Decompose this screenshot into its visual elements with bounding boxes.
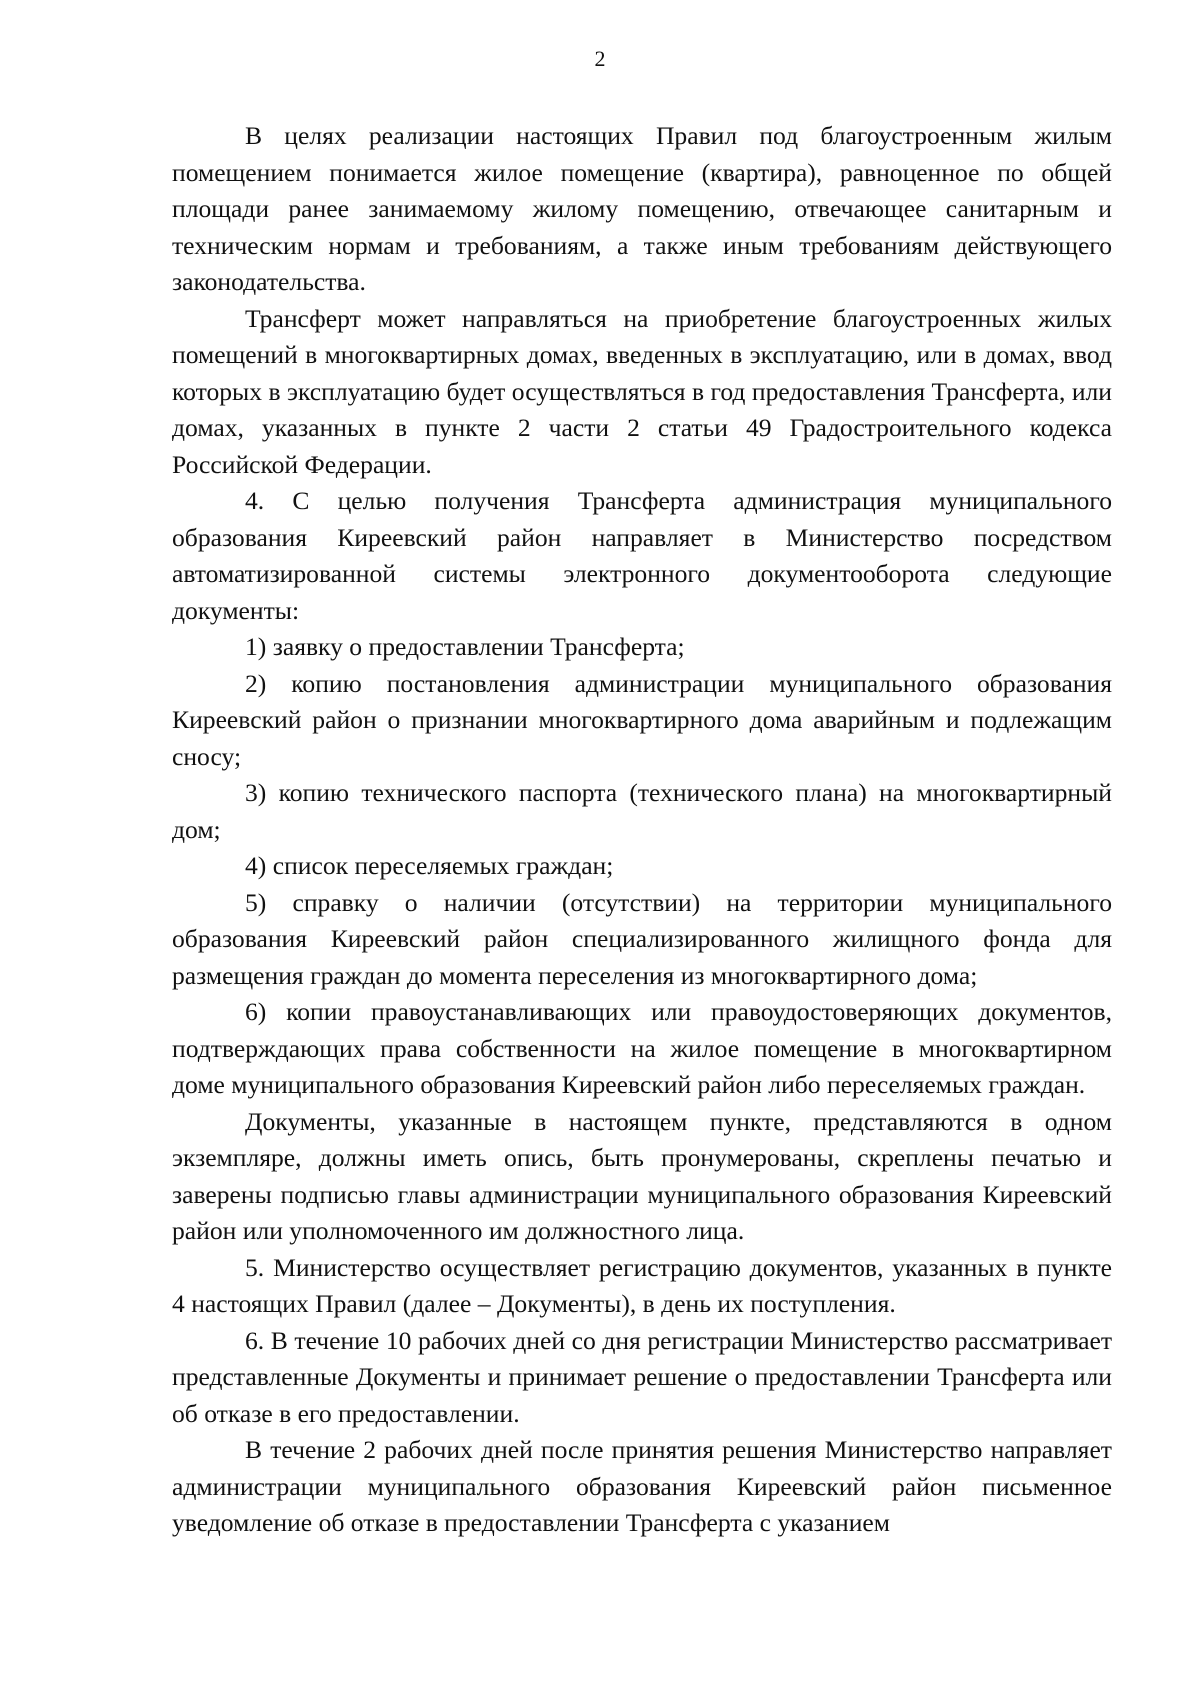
paragraph-item-4: 4. С целью получения Трансферта администрация муниципального образования Киреевский район направляет в Министерство посредством автоматизированной системы электронного документооборота следующие документы:	[172, 486, 1112, 625]
paragraph-item-6: 6. В течение 10 рабочих дней со дня регистрации Министерство рассматривает представленные Документы и принимает решение о предоставлении Трансферта или об отказе в его предоставлении.	[172, 1325, 1112, 1428]
list-item-6: 6) копии правоустанавливающих или правоудостоверяющих документов, подтверждающих права собственности на жилое помещение в многоквартирном доме муниципального образования Киреевский район либо переселяемых граждан.	[172, 997, 1112, 1099]
paragraph-documents-requirements: Документы, указанные в настоящем пункте, представляются в одном экземпляре, должны иметь опись, быть пронумерованы, скреплены печатью и заверены подписью главы администрации муниципального образования Киреевский район или уполномоченного им должностного лица.	[172, 1106, 1112, 1245]
page-number: 2	[594, 46, 606, 71]
list-item-4: 4) список переселяемых граждан;	[245, 851, 614, 880]
paragraph-definition: В целях реализации настоящих Правил под благоустроенным жилым помещением понимается жилое помещение (квартира), равноценное по общей площади ранее занимаемому жилому помещению, отвечающее санитарным и техническим нормам и требованиям, а также иным требованиям действующего законодательства.	[172, 121, 1112, 296]
paragraph-refusal-notice: В течение 2 рабочих дней после принятия решения Министерство направляет администрации муниципального образования Киреевский район письменное уведомление об отказе в предоставлении Трансферта с указанием	[172, 1435, 1112, 1537]
list-item-3: 3) копию технического паспорта (технического плана) на многоквартирный дом;	[172, 778, 1112, 844]
paragraph-transfer-purpose: Трансферт может направляться на приобретение благоустроенных жилых помещений в многоквартирных домах, введенных в эксплуатацию, или в домах, ввод которых в эксплуатацию будет осуществляться в год предоставления Трансферта, или домах, указанных в пункте 2 части 2 статьи 49 Градостроительного кодекса Российской Федерации.	[172, 303, 1112, 479]
paragraph-item-5: 5. Министерство осуществляет регистрацию документов, указанных в пункте 4 настоящих Правил (далее – Документы), в день их поступления.	[172, 1252, 1112, 1318]
document-body	[172, 118, 1112, 1542]
list-item-5: 5) справку о наличии (отсутствии) на территории муниципального образования Киреевский район специализированного жилищного фонда для размещения граждан до момента переселения из многоквартирного дома;	[172, 887, 1112, 990]
list-item-1: 1) заявку о предоставлении Трансферта;	[245, 632, 685, 661]
list-item-2: 2) копию постановления администрации муниципального образования Киреевский район о признании многоквартирного дома аварийным и подлежащим сносу;	[172, 668, 1112, 771]
